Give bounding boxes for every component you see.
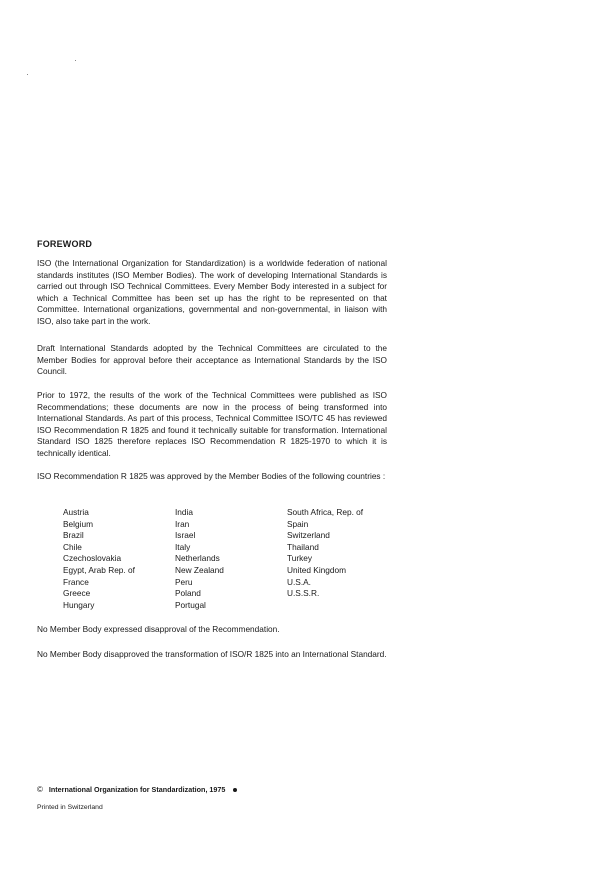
paragraph-draft-standards: Draft International Standards adopted by the Technical Committees are circulated to the Member Bodies for approval before their acceptance as International Standards by the ISO Council.: [37, 343, 387, 377]
country-item: Netherlands: [175, 553, 220, 564]
copyright-text: International Organization for Standardization, 1975: [48, 785, 226, 794]
bullet-dot-icon: [233, 788, 237, 792]
country-item: Belgium: [63, 518, 93, 529]
country-item: Poland: [175, 588, 201, 599]
country-item: U.S.A.: [287, 576, 311, 587]
country-item: Peru: [175, 576, 193, 587]
country-item: U.S.S.R.: [287, 588, 320, 599]
country-item: Israel: [175, 530, 196, 541]
country-column-3: [287, 507, 393, 611]
country-item: New Zealand: [175, 564, 224, 575]
paragraph-approval-countries: ISO Recommendation R 1825 was approved by the Member Bodies of the following countries :: [37, 471, 386, 481]
scan-speck: [75, 60, 76, 61]
paragraph-no-disapproval: No Member Body expressed disapproval of the Recommendation.: [37, 624, 280, 634]
country-item: Thailand: [287, 541, 319, 552]
printed-in-text: Printed in Switzerland: [37, 804, 103, 811]
country-item: Turkey: [287, 553, 313, 564]
copyright-line: [37, 785, 237, 794]
country-item: United Kingdom: [287, 564, 347, 575]
country-item: Hungary: [63, 599, 95, 610]
country-item: Iran: [175, 518, 190, 529]
country-list: [63, 507, 393, 611]
country-item: Greece: [63, 588, 91, 599]
copyright-icon: ©: [37, 785, 43, 794]
country-item: South Africa, Rep. of: [287, 507, 364, 517]
country-item: France: [63, 576, 89, 587]
country-item: Czechoslovakia: [63, 553, 122, 564]
country-item: Spain: [287, 518, 309, 529]
country-item: Brazil: [63, 530, 84, 541]
foreword-heading: FOREWORD: [37, 239, 93, 249]
country-item: Italy: [175, 541, 191, 552]
country-item: Egypt, Arab Rep. of: [63, 564, 135, 575]
scan-speck: [27, 74, 28, 75]
country-item: Portugal: [175, 599, 206, 610]
paragraph-iso-intro: ISO (the International Organization for Standardization) is a worldwide federation of national standards institutes (ISO Member Bodies). The work of developing International Standards is carried out through ISO Technical Committees. Every Member Body interested in a subject for which a Technical Committee has been set up has the right to be represented on that Committee. International organizations, governmental and non-governmental, in liaison with ISO, also take part in the work.: [37, 258, 387, 326]
country-item: Chile: [63, 541, 82, 552]
country-column-2: [175, 507, 287, 611]
country-item: India: [175, 507, 193, 517]
paragraph-prior-1972: Prior to 1972, the results of the work of the Technical Committees were published as ISO Recommendations; these documents are now in the process of being transformed into International Standards. As part of this process, Technical Committee ISO/TC 45 has reviewed ISO Recommendation R 1825 and found it technically suitable for transformation. International Standard ISO 1825 therefore replaces ISO Recommendation R 1825-1970 to which it is technically identical.: [37, 390, 387, 458]
paragraph-transformation: No Member Body disapproved the transformation of ISO/R 1825 into an International Standard.: [37, 649, 387, 659]
country-column-1: [63, 507, 175, 611]
country-item: Austria: [63, 507, 89, 517]
country-item: Switzerland: [287, 530, 330, 541]
